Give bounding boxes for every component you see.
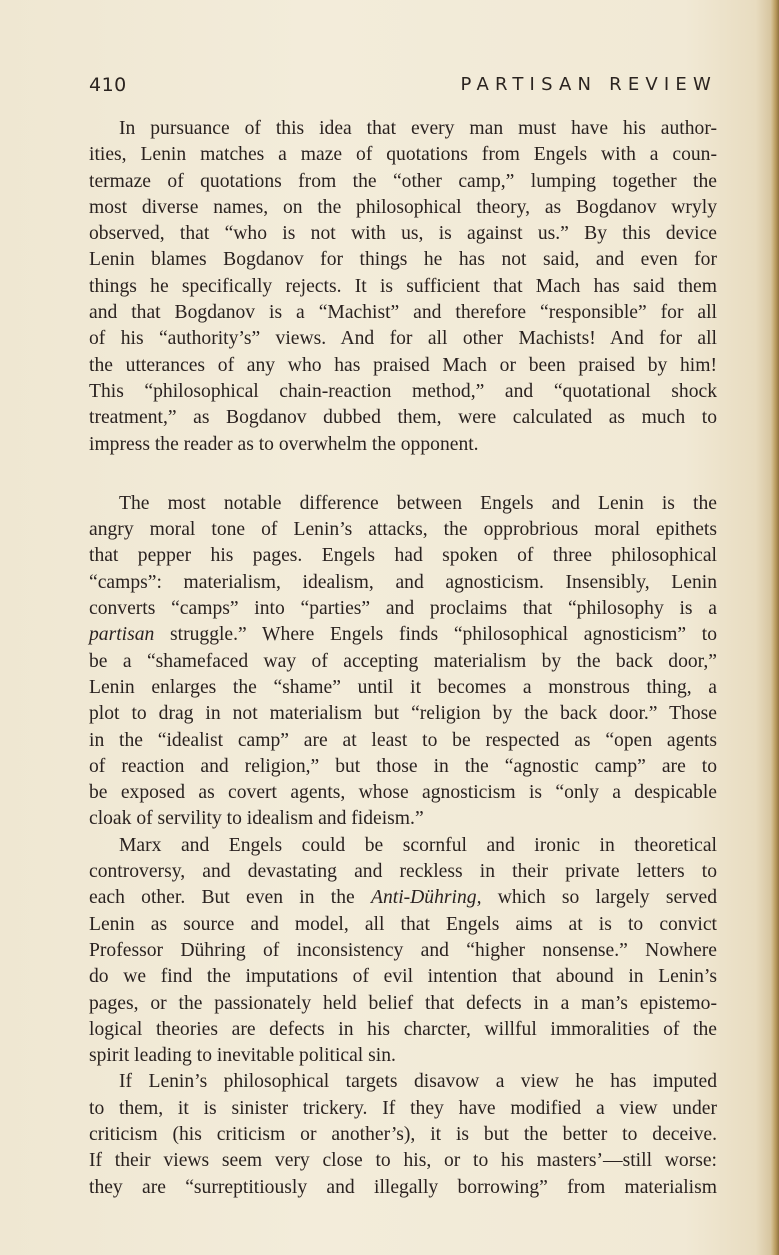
text-line: the utterances of any who has praised Mach or been praised by him! [89,354,717,376]
text-line: impress the reader as to overwhelm the opponent. [89,433,479,455]
text-line: criticism (his criticism or another’s), it is but the better to deceive. [89,1123,717,1145]
paragraph-2 [89,491,717,833]
text-line: most diverse names, on the philosophical theory, as Bogdanov wryly [89,196,717,218]
text-line: Marx and Engels could be scornful and ironic in theoretical [119,834,717,856]
text-line [89,885,717,911]
text-line: logical theories are defects in his charcter, willful immoralities of the [89,1018,717,1040]
text-line: Professor Dühring of inconsistency and “higher nonsense.” Nowhere [89,939,717,961]
text-fragment: each other. But even in the [89,887,371,909]
text-line: “camps”: materialism, idealism, and agnosticism. Insensibly, Lenin [89,571,717,593]
text-fragment: which so largely served [481,887,717,909]
text-line: things he specifically rejects. It is sufficient that Mach has said them [89,275,717,297]
running-head-title: PARTISAN REVIEW [460,74,717,95]
page-number: 410 [89,74,127,96]
text-line: of his “authority’s” views. And for all other Machists! And for all [89,328,717,350]
paragraph-1 [89,116,717,458]
text-line: that pepper his pages. Engels had spoken of three philosophical [89,545,717,567]
text-line: be a “shamefaced way of accepting materialism by the back door,” [89,650,717,672]
text-line: in the “idealist camp” are at least to be respected as “open agents [89,729,717,751]
text-line: observed, that “who is not with us, is against us.” By this device [89,223,717,245]
text-line: Lenin blames Bogdanov for things he has not said, and even for [89,249,717,271]
text-line: controversy, and devastating and reckless in their private letters to [89,861,717,883]
text-line: angry moral tone of Lenin’s attacks, the opprobrious moral epithets [89,519,717,541]
running-header [89,74,717,104]
text-line: This “philosophical chain-reaction method,” and “quotational shock [89,380,717,402]
text-line [89,622,717,648]
page-edge-shadow [771,0,779,1255]
text-line: they are “surreptitiously and illegally borrowing” from materialism [89,1176,717,1198]
text-line: and that Bogdanov is a “Machist” and therefore “responsible” for all [89,302,717,324]
text-line: plot to drag in not materialism but “religion by the back door.” Those [89,703,717,725]
text-line: The most notable difference between Engels and Lenin is the [119,492,717,514]
italic-emphasis: partisan [89,624,155,646]
text-line: Lenin enlarges the “shame” until it becomes a monstrous thing, a [89,676,717,698]
text-line: of reaction and religion,” but those in the “agnostic camp” are to [89,755,717,777]
body-text [89,116,717,1201]
italic-title: Anti-Dühring, [370,887,482,909]
text-line: be exposed as covert agents, whose agnosticism is “only a despicable [89,782,717,804]
text-line: cloak of servility to idealism and fideism.” [89,808,424,830]
text-line: to them, it is sinister trickery. If they have modified a view under [89,1097,717,1119]
section-break [89,458,717,491]
paragraph-4 [89,1069,717,1200]
text-line: treatment,” as Bogdanov dubbed them, were calculated as much to [89,407,717,429]
text-line: termaze of quotations from the “other camp,” lumping together the [89,170,717,192]
text-line: If their views seem very close to his, or to his masters’—still worse: [89,1150,717,1172]
text-line: converts “camps” into “parties” and proclaims that “philosophy is a [89,598,717,620]
text-line: spirit leading to inevitable political sin. [89,1045,396,1067]
text-line: In pursuance of this idea that every man must have his author- [119,118,717,139]
text-line: do we find the imputations of evil intention that abound in Lenin’s [89,966,717,988]
text-line: If Lenin’s philosophical targets disavow a view he has imputed [119,1071,717,1093]
paragraph-3 [89,833,717,1070]
text-line: Lenin as source and model, all that Engels aims at is to convict [89,913,717,935]
text-line: pages, or the passionately held belief that defects in a man’s epistemo- [89,992,717,1014]
text-fragment: struggle.” Where Engels finds “philosophical agnosticism” to [154,624,717,646]
text-line: ities, Lenin matches a maze of quotations from Engels with a coun- [89,144,717,166]
